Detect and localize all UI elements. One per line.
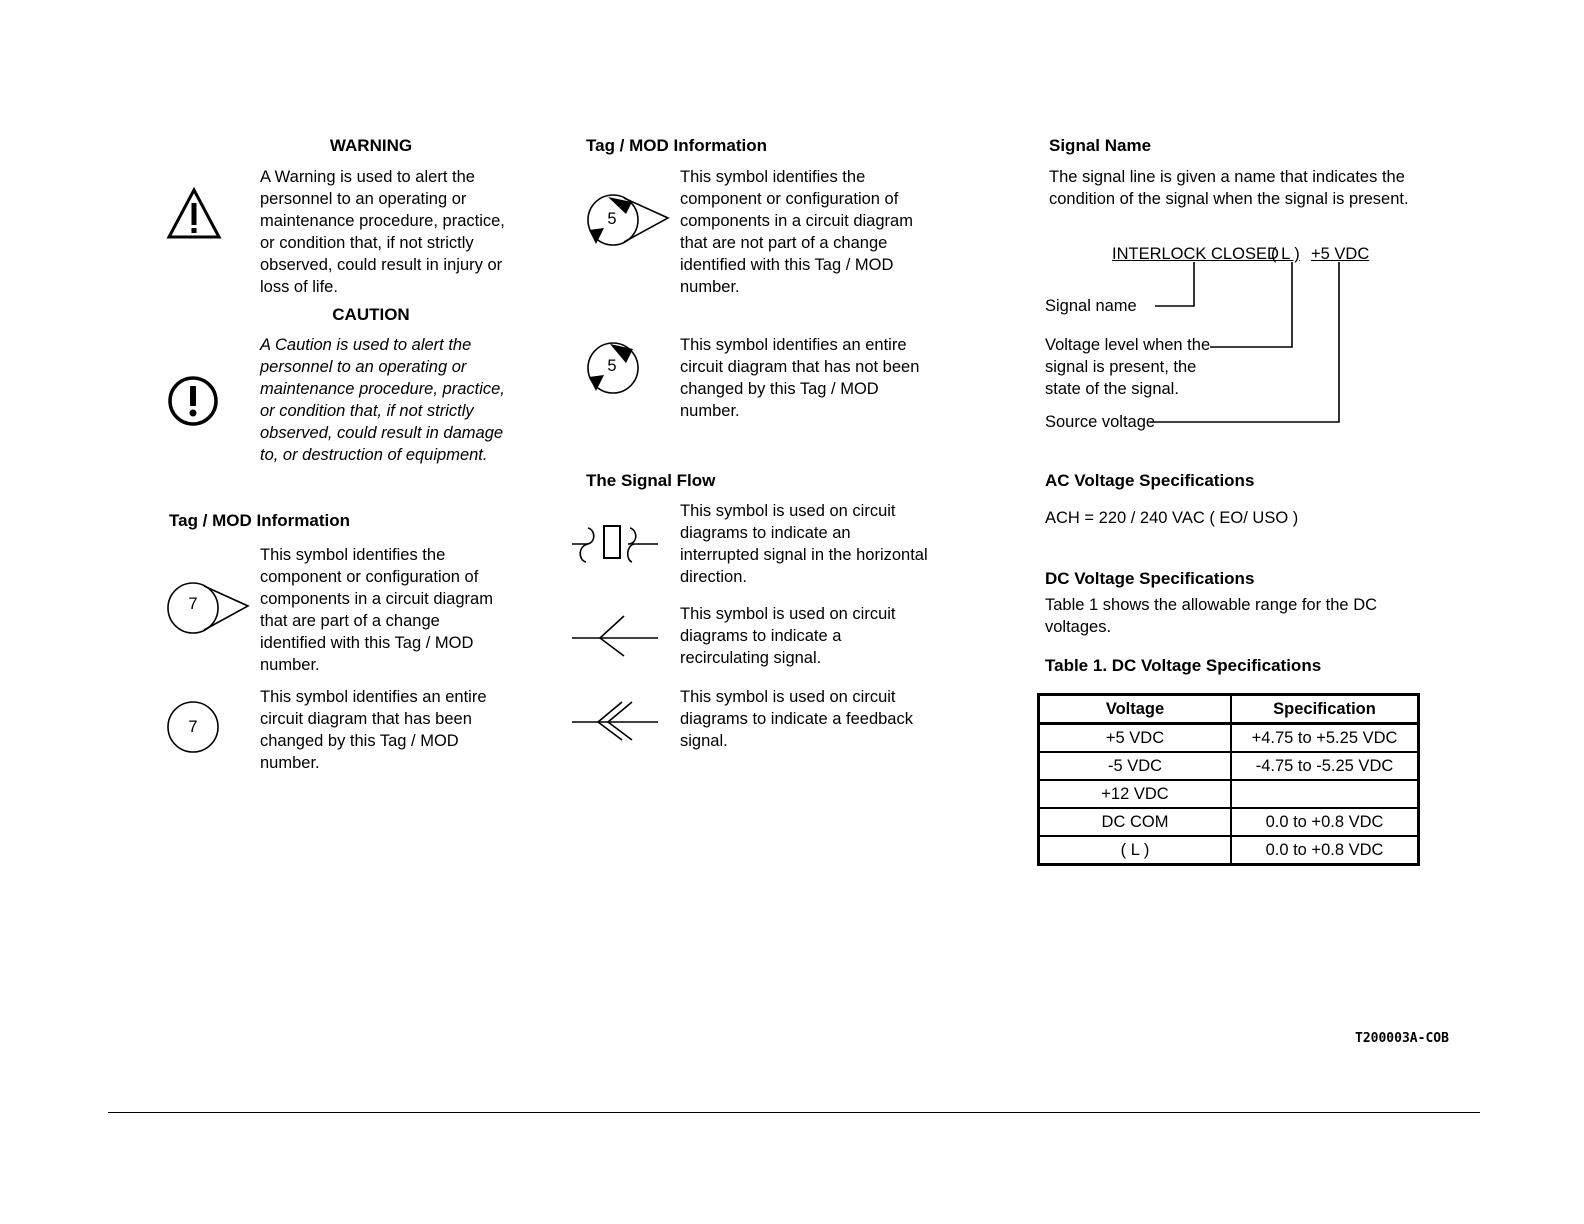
dc-table-title: Table 1. DC Voltage Specifications (1045, 656, 1322, 675)
tag-mod-heading-middle: Tag / MOD Information (586, 136, 768, 155)
signal-flow-heading: The Signal Flow (586, 471, 716, 490)
tag-symbol-number: 7 (188, 595, 198, 613)
signal-flow-item-text: This symbol is used on circuit diagrams to indicate a recirculating signal. (680, 605, 896, 667)
callout-signal-name: Signal name (1045, 297, 1137, 315)
table-cell (1231, 780, 1419, 808)
page-footer-rule (108, 1112, 1480, 1113)
table-row (1039, 724, 1419, 753)
caution-exclamation-circle-icon (167, 375, 219, 427)
table-cell: DC COM (1039, 808, 1232, 836)
tag-mod-not-part-icon (586, 192, 672, 248)
dc-voltage-heading: DC Voltage Specifications (1045, 569, 1255, 588)
table-header-cell: Specification (1231, 695, 1419, 724)
warning-text: A Warning is used to alert the personnel to an operating or maintenance procedure, practice, or condition that, if not strictly observed, could result in injury or loss of life. (260, 168, 505, 296)
warning-triangle-icon (166, 187, 222, 241)
signal-flow-item-text: This symbol is used on circuit diagrams to indicate a feedback signal. (680, 688, 913, 750)
warning-heading: WARNING (329, 136, 413, 155)
recirculating-signal-arrow-icon (570, 614, 660, 658)
signal-name-heading: Signal Name (1049, 136, 1152, 155)
table-cell: +12 VDC (1039, 780, 1232, 808)
table-cell: -4.75 to -5.25 VDC (1231, 752, 1419, 780)
example-signal-state: ( L ) (1271, 245, 1300, 263)
tag-mod-item-text: This symbol identifies an entire circuit diagram that has been changed by this Tag / MOD number. (260, 688, 487, 772)
interrupted-signal-icon (570, 520, 660, 570)
tag-symbol-number: 5 (607, 357, 617, 375)
tag-mod-heading-left: Tag / MOD Information (169, 511, 351, 530)
table-cell: ( L ) (1039, 836, 1232, 865)
tag-symbol-number: 7 (188, 718, 198, 736)
signal-name-text: The signal line is given a name that indicates the condition of the signal when the signal is present. (1049, 168, 1409, 208)
signal-flow-item-text: This symbol is used on circuit diagrams to indicate an interrupted signal in the horizontal direction. (680, 502, 928, 586)
table-cell: -5 VDC (1039, 752, 1232, 780)
table-row (1039, 836, 1419, 865)
tag-mod-item-text: This symbol identifies the component or configuration of components in a circuit diagram that are not part of a change identified with this Tag / MOD number. (680, 168, 913, 296)
figure-code: T200003A-COB (1355, 1031, 1449, 1046)
caution-heading: CAUTION (332, 305, 410, 324)
table-row (1039, 752, 1419, 780)
callout-voltage-level: Voltage level when the signal is present, the state of the signal. (1045, 336, 1211, 398)
tag-mod-part-of-change-icon (166, 580, 252, 636)
table-cell: +5 VDC (1039, 724, 1232, 753)
tag-symbol-number: 5 (607, 210, 617, 228)
ac-voltage-heading: AC Voltage Specifications (1045, 471, 1255, 490)
table-cell: +4.75 to +5.25 VDC (1231, 724, 1419, 753)
example-signal-voltage: +5 VDC (1311, 245, 1370, 263)
table-cell: 0.0 to +0.8 VDC (1231, 836, 1419, 865)
table-row (1039, 780, 1419, 808)
caution-text: A Caution is used to alert the personnel to an operating or maintenance procedure, practice, or condition that, if not strictly observed, could result in damage to, or destruction of equipment. (260, 336, 505, 464)
callout-source-voltage: Source voltage (1045, 413, 1156, 431)
table-header-cell: Voltage (1039, 695, 1232, 724)
feedback-signal-arrow-icon (570, 700, 660, 744)
table-cell: 0.0 to +0.8 VDC (1231, 808, 1419, 836)
tag-mod-item-text: This symbol identifies the component or configuration of components in a circuit diagram that are part of a change identified with this Tag / MOD number. (260, 546, 493, 674)
ac-voltage-text: ACH = 220 / 240 VAC ( EO/ USO ) (1045, 509, 1299, 527)
table-row (1039, 808, 1419, 836)
example-signal-name: INTERLOCK CLOSED (1112, 245, 1279, 263)
tag-mod-item-text: This symbol identifies an entire circuit diagram that has not been changed by this Tag / MOD number. (680, 336, 920, 420)
dc-voltage-text: Table 1 shows the allowable range for the DC voltages. (1045, 596, 1378, 636)
dc-voltage-table (1037, 693, 1420, 866)
table-header-row (1039, 695, 1419, 724)
